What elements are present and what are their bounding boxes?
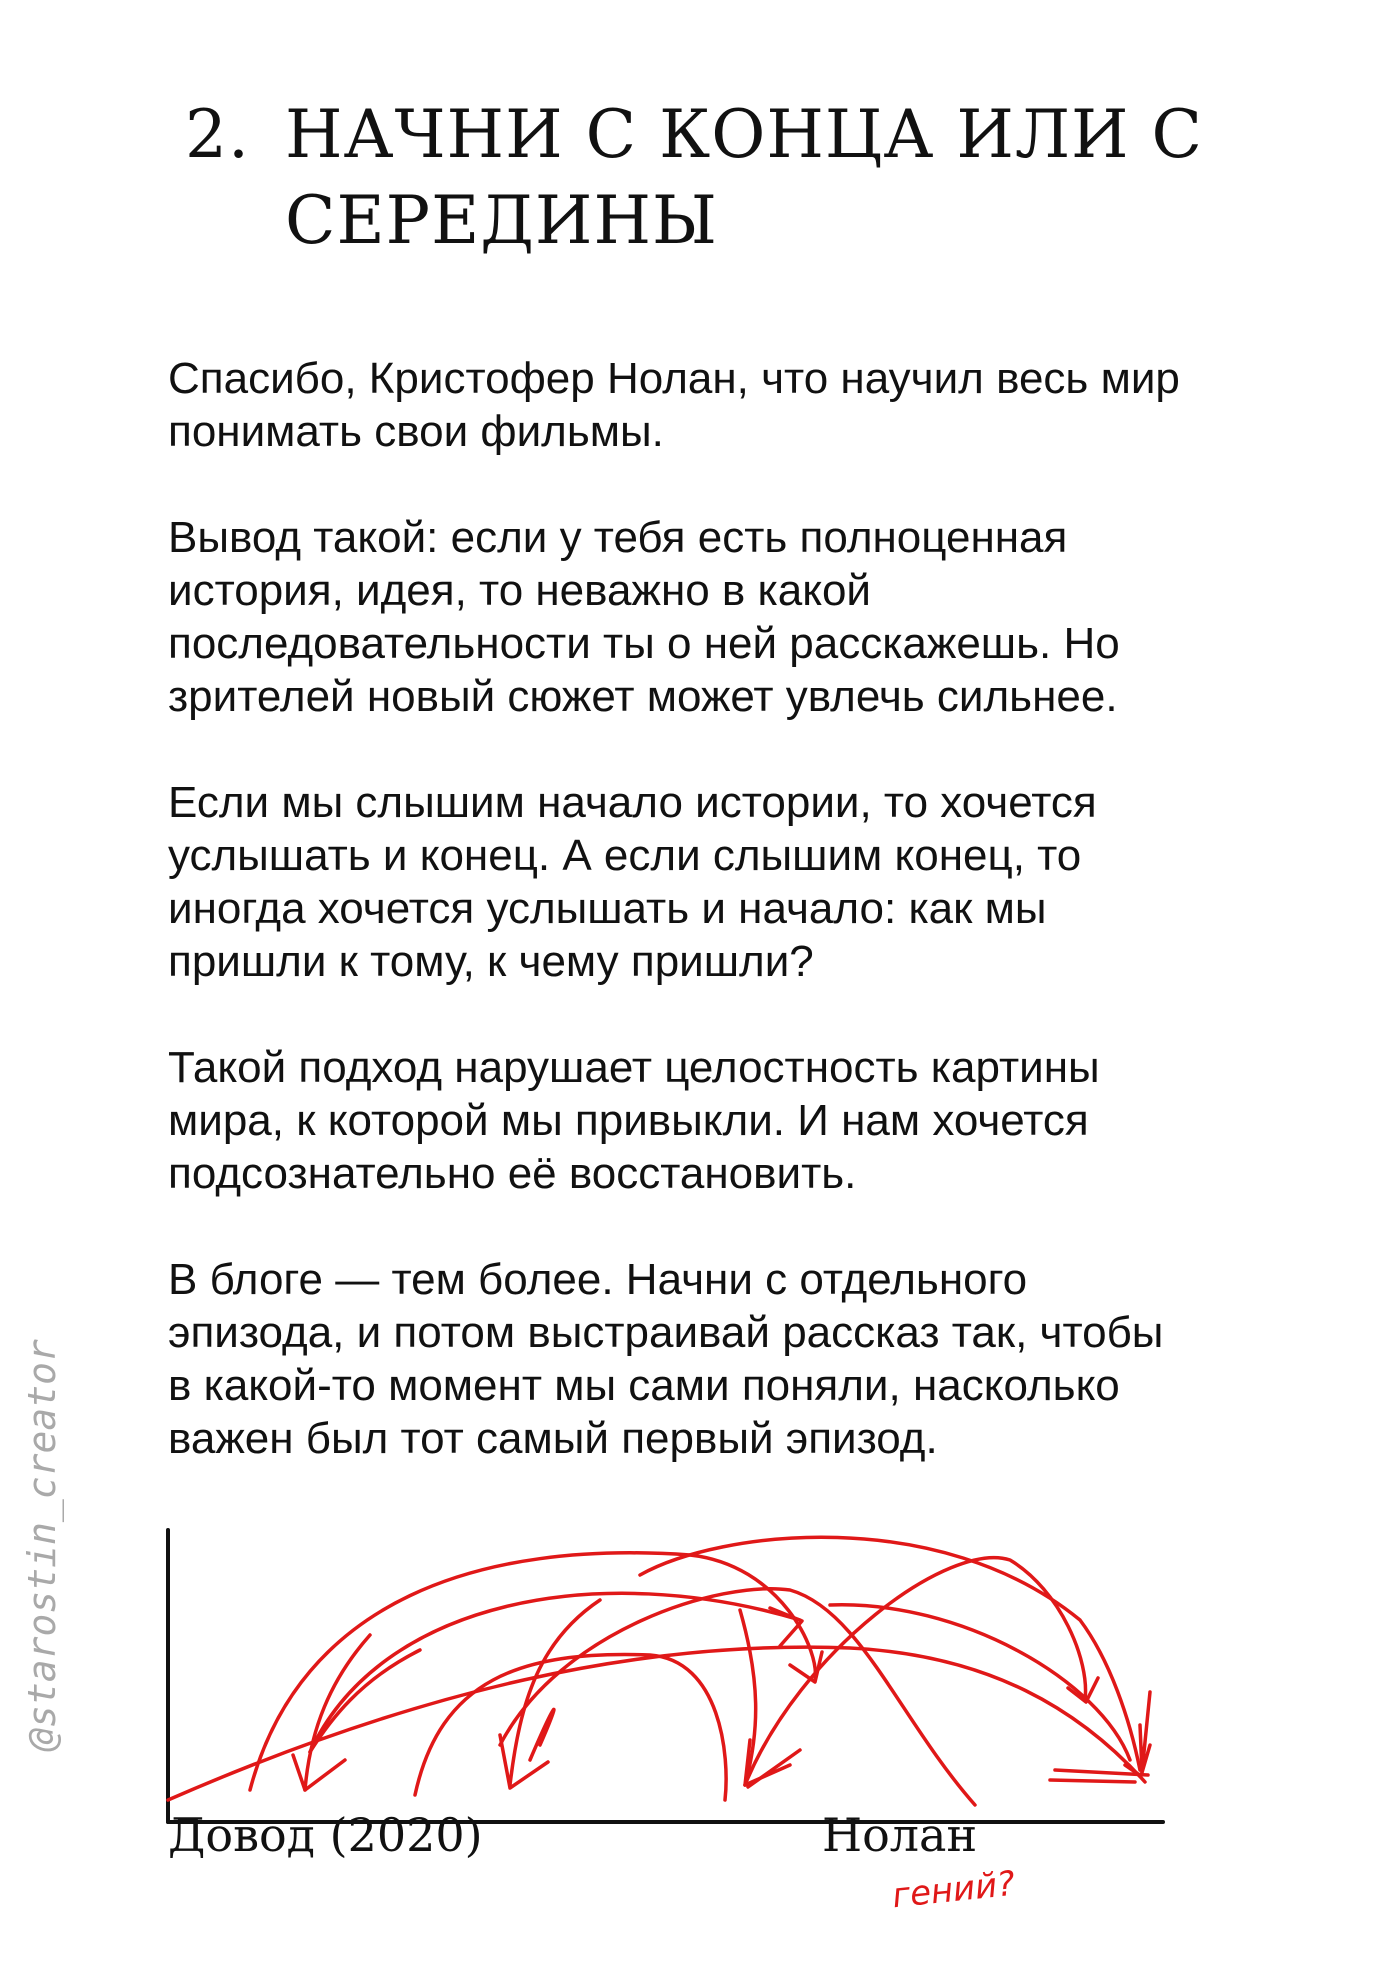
diagram-label-right: Нолан [822,1808,978,1862]
arrowhead [293,1755,345,1790]
arc-baseline-curve [168,1647,1145,1800]
paragraph-line: мира, к которой мы привыкли. И нам хочется [168,1096,1089,1145]
paragraph-line: иногда хочется услышать и начало: как мы [168,884,1047,933]
diagram-handwritten-note: гений? [890,1863,1018,1917]
arc [415,1654,726,1800]
title-line-2: СЕРЕДИНЫ [285,182,718,259]
story-arcs [168,1537,1150,1805]
paragraph-line: в какой-то момент мы сами поняли, насколько [168,1361,1120,1410]
arc [500,1589,975,1805]
diagram-axes [168,1530,1163,1822]
arc [510,1600,600,1785]
paragraph-line: Спасибо, Кристофер Нолан, что научил весь мир [168,354,1180,403]
paragraph-line: подсознательно её восстановить. [168,1149,857,1198]
paragraph-line: история, идея, то неважно в какой [168,566,872,615]
paragraph-line: Если мы слышим начало истории, то хочется [168,778,1097,827]
paragraph-line: пришли к тому, к чему пришли? [168,937,814,986]
paragraph-line: зрителей новый сюжет может увлечь сильнее. [168,672,1118,721]
paragraph-line: услышать и конец. А если слышим конец, то [168,831,1082,880]
paragraph-line: Такой подход нарушает целостность картины [168,1043,1100,1092]
arc [640,1537,1140,1770]
arrowhead [790,1652,822,1682]
paragraph-line: Вывод такой: если у тебя есть полноценная [168,513,1068,562]
watermark-text: @starostin_creator [20,1339,64,1751]
diagram-label-left: Довод (2020) [168,1808,483,1862]
paragraph-line: В блоге — тем более. Начни с отдельного [168,1255,1028,1304]
arrow-tail-right [1050,1780,1135,1782]
title-number: 2. [185,96,250,173]
paragraph-line: эпизода, и потом выстраивай рассказ так, чтобы [168,1308,1164,1357]
paragraph-line: последовательности ты о ней расскажешь. Но [168,619,1120,668]
paragraph-line: важен был тот самый первый эпизод. [168,1414,938,1463]
title-line-1: НАЧНИ С КОНЦА ИЛИ С [285,96,1204,173]
arrowhead [748,1750,800,1787]
paragraph-line: понимать свои фильмы. [168,407,664,456]
arrowhead [1068,1678,1098,1702]
arc [530,1709,554,1760]
